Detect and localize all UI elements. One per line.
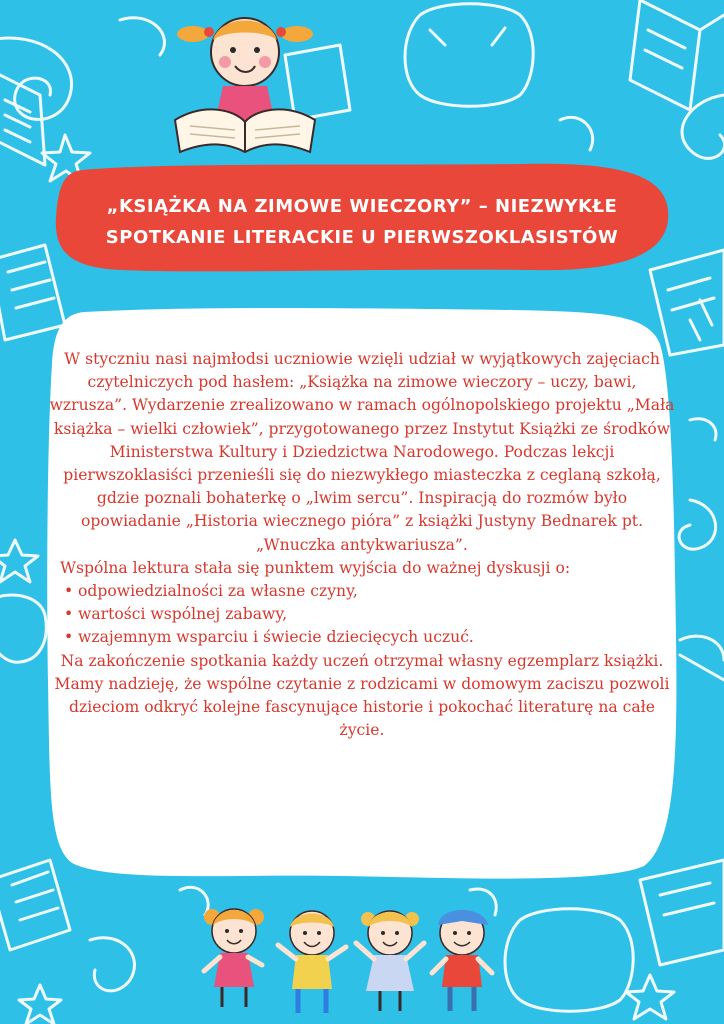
kids-jumping-illustration — [200, 895, 500, 1024]
discussion-lead: Wspólna lektura stała się punktem wyjścia do ważnej dyskusji o: — [60, 558, 571, 577]
kid-figure — [204, 909, 264, 1007]
article-closing: Na zakończenie spotkania każdy uczeń otrzymał własny egzemplarz książki. Mamy nadzieję, że wspólne czytanie z rodzicami w domowym zaciszu pozwoli dzieciom odkryć kolejne fascynujące historie i pokochać literaturę na całe życie. — [54, 651, 670, 740]
swirl-doodle — [682, 95, 724, 158]
title-banner — [52, 158, 672, 278]
title-line-1: „KSIĄŻKA NA ZIMOWE WIECZORY” – NIEZWYKŁE — [106, 196, 618, 217]
pillow-doodle — [505, 909, 633, 1012]
title-line-2: SPOTKANIE LITERACKIE U PIERWSZOKLASISTÓW — [105, 227, 619, 248]
swirl-doodle — [90, 938, 134, 991]
star-doodle — [626, 975, 674, 1019]
pillow-doodle — [405, 4, 533, 107]
article-card — [44, 304, 680, 884]
star-doodle — [19, 985, 61, 1024]
kid-figure — [356, 911, 424, 1011]
swirl-doodle — [679, 500, 715, 549]
list-item: • odpowiedzialności za własne czyny, — [64, 580, 676, 603]
kid-figure — [432, 910, 492, 1011]
pillow-doodle — [0, 595, 46, 662]
article-intro: W styczniu nasi najmłodsi uczniowie wzięli udział w wyjątkowych zajęciach czytelniczych pod hasłem: „Książka na zimowe wieczory – uczy, bawi, wzrusza”. Wydarzenie zrealizowano w ramach ogólnopolskiego projektu „Mała książka – wielki człowiek”, przygotowanego przez Instytut Książki ze środków Ministerstwa Kultury i Dziedzictwa Narodowego. Podczas lekcji pierwszoklasiści przenieśli się do niezwykłego miasteczka z ceglaną szkołą, gdzie poznali bohaterkę o „lwim sercu”. Inspiracją do rozmów było opowiadanie „Historia wiecznego pióra” z książki Justyny Bednarek pt. „Wnuczka antykwariusza”. — [49, 350, 675, 554]
girl-reading-illustration — [165, 2, 325, 162]
discussion-list — [48, 580, 676, 650]
swirl-doodle — [120, 18, 164, 55]
kid-figure — [278, 911, 346, 1013]
page-title — [52, 191, 672, 253]
list-item: • wartości wspólnej zabawy, — [64, 603, 676, 626]
book-doodle — [630, 0, 724, 110]
star-doodle — [0, 540, 38, 582]
list-item: • wzajemnym wsparciu i świecie dziecięcych uczuć. — [64, 626, 676, 649]
